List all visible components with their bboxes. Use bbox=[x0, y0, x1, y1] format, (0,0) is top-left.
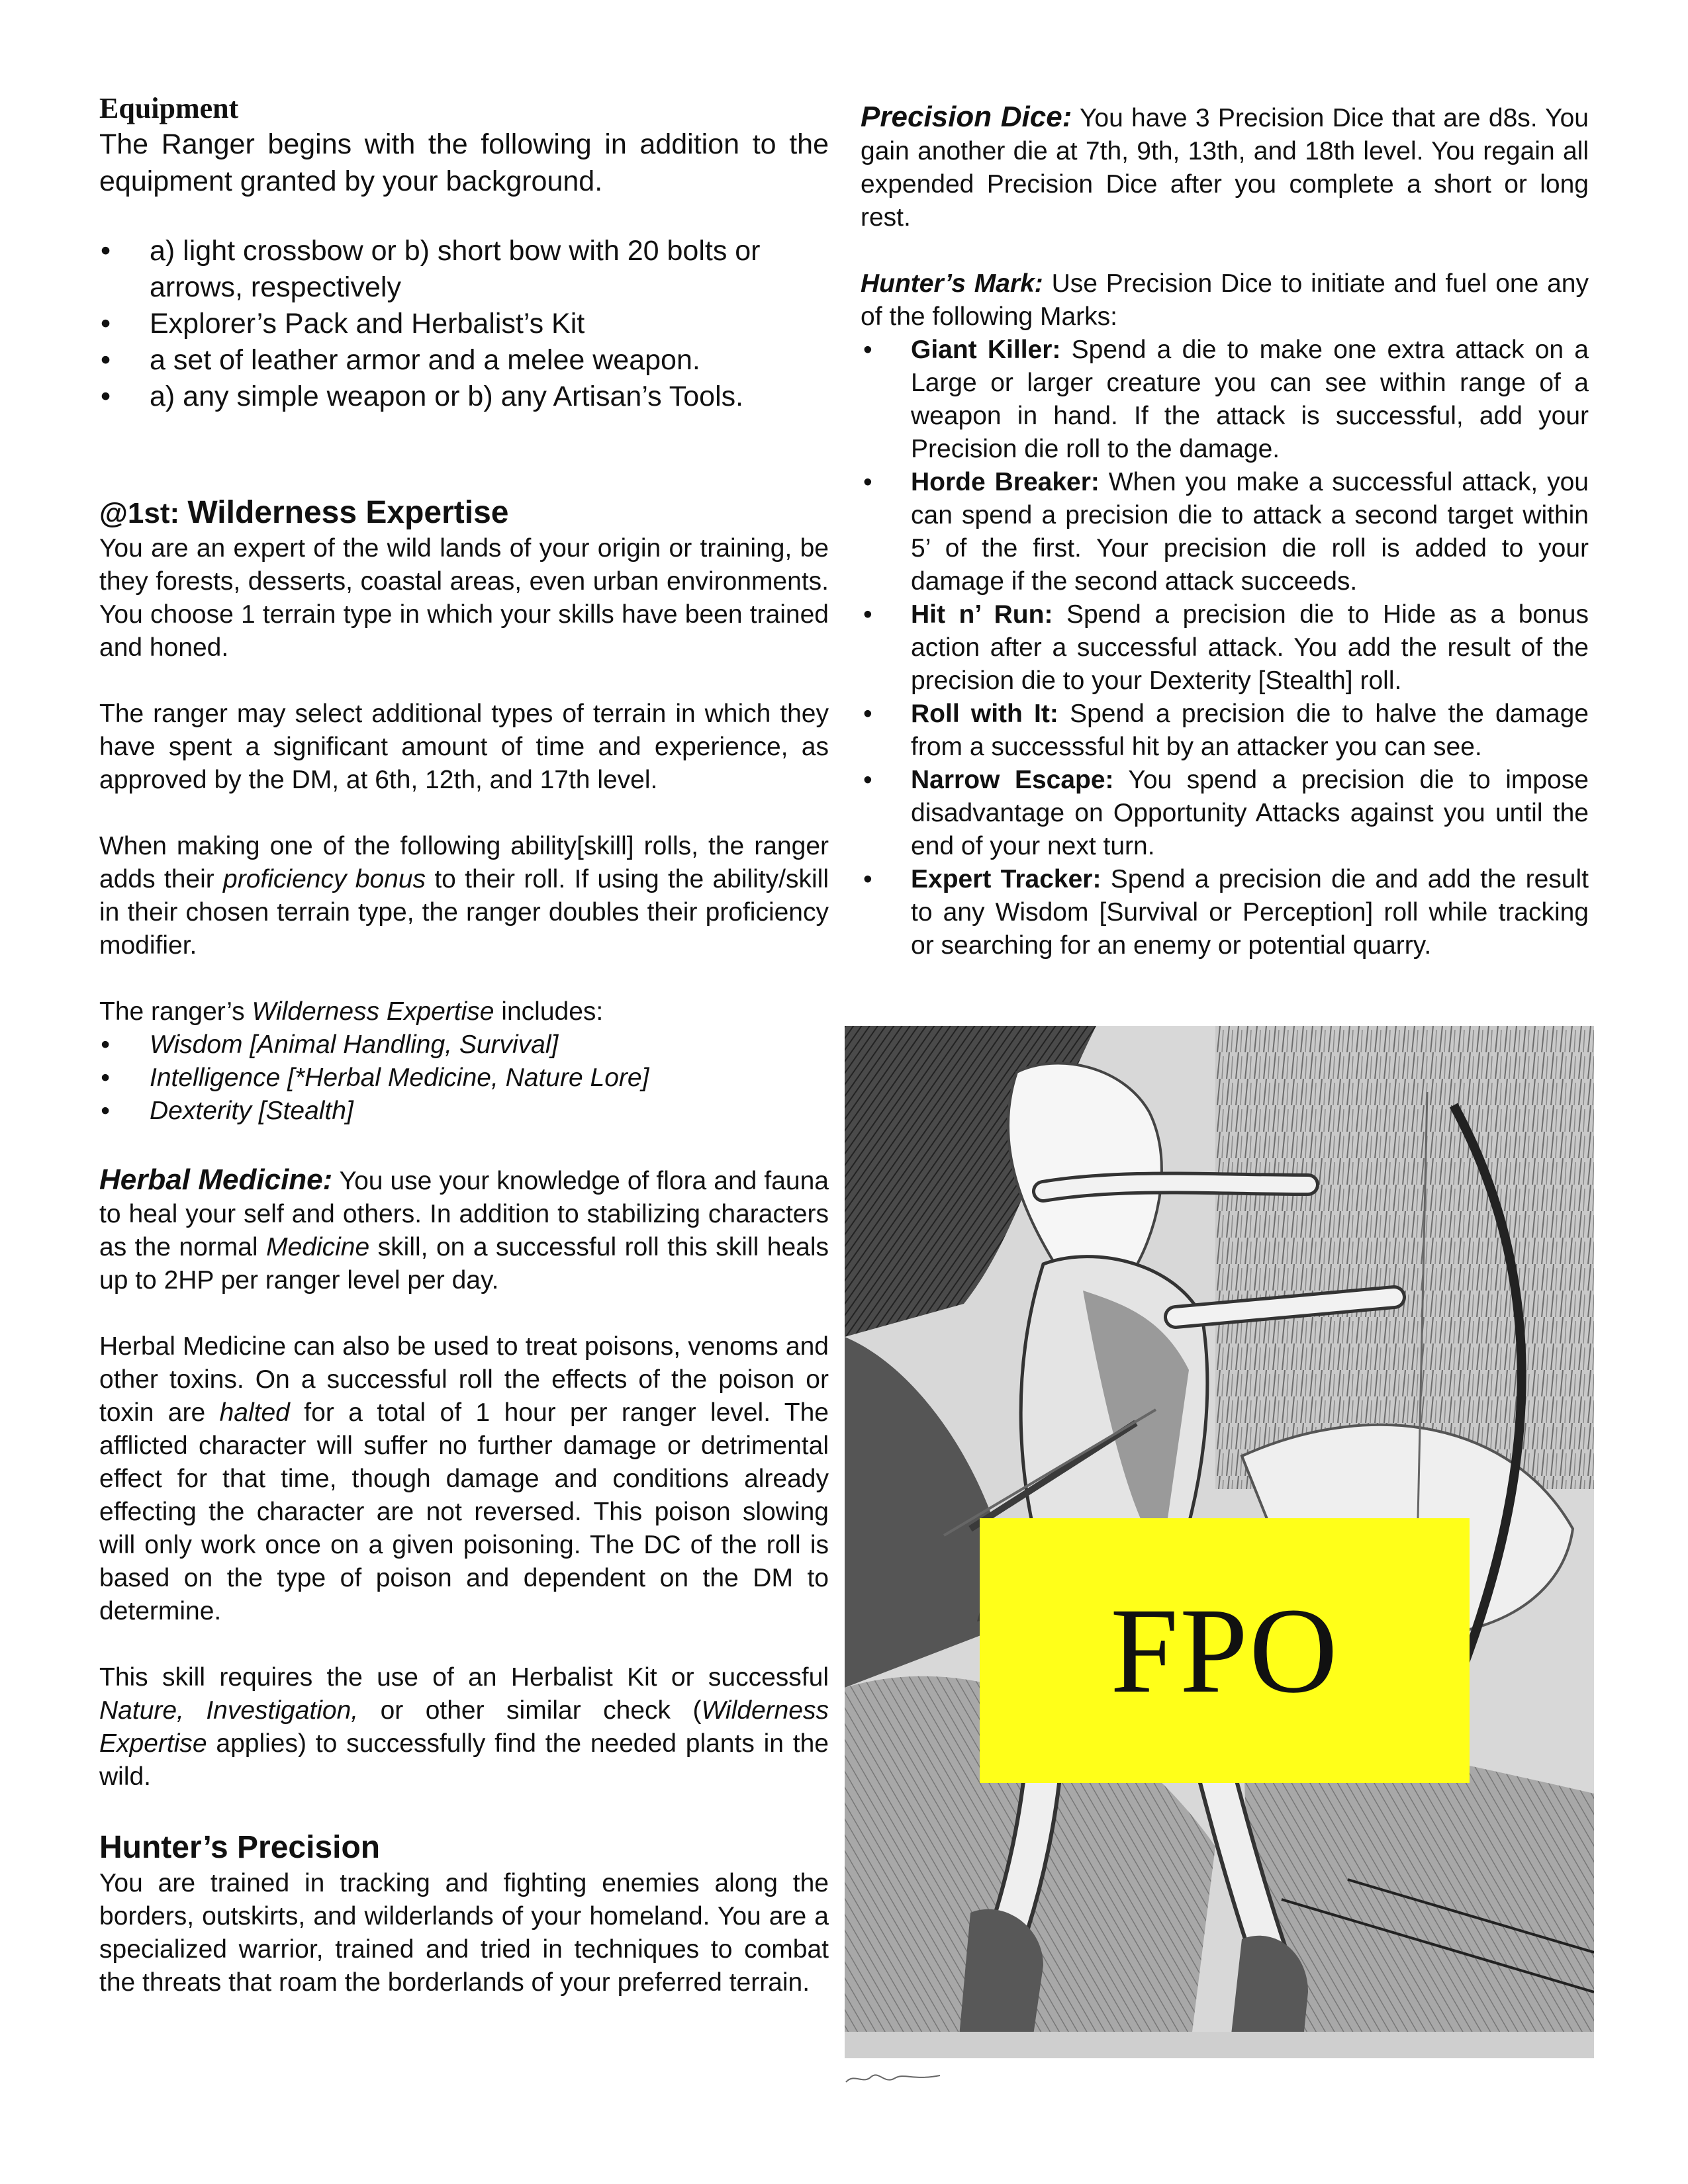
wilderness-paragraph-3: When making one of the following ability[skill] rolls, the ranger adds their proficiency bonus to their roll. If using the ability/skill in their chosen terrain type, the ranger doubles their proficiency modifier. bbox=[99, 832, 829, 960]
mark-item-horde-breaker: • Horde Breaker: When you make a successful attack, you can spend a precision die to attack a second target within 5’ of the first. Your precision die roll is added to your damage if the second attack succeeds. bbox=[861, 466, 1589, 598]
herbal-paragraph-2: Herbal Medicine can also be used to treat poisons, venoms and other toxins. On a successful roll the effects of the poison or toxin are halted for a total of 1 hour per ranger level. The afflicted character will suffer no further damage or detrimental effect for that time, though damage and conditions already effecting the character are not reversed. This poison slowing will only work once on a given poisoning. The DC of the roll is based on the type of poison and dependent on the DM to determine. bbox=[99, 1332, 829, 1625]
wilderness-title: Wilderness Expertise bbox=[187, 495, 509, 530]
herbal-paragraph-3: This skill requires the use of an Herbalist Kit or successful Nature, Investigation, or other similar check (Wilderness Expertise applies) to successfully find the needed plants in the wild. bbox=[99, 1663, 829, 1791]
mark-item-giant-killer: • Giant Killer: Spend a die to make one extra attack on a Large or larger creature you can see within range of a weapon in hand. If the attack is successful, add your Precision die roll to the damage. bbox=[861, 334, 1589, 466]
precision-dice-lead: Precision Dice: bbox=[861, 101, 1072, 133]
equipment-item: • a set of leather armor and a melee weapon. bbox=[99, 342, 829, 379]
equipment-item: • a) light crossbow or b) short bow with 20 bolts or arrows, respectively bbox=[99, 233, 829, 306]
wilderness-skill-list bbox=[99, 1028, 829, 1128]
hunters-precision-heading: Hunter’s Precision bbox=[99, 1830, 381, 1865]
precision-dice-paragraph: Precision Dice: You have 3 Precision Dice that are d8s. You gain another die at 7th, 9th, 13th, and 18th level. You regain all expended Precision Dice after you complete a short or long rest. bbox=[861, 101, 1589, 232]
fpo-placeholder bbox=[980, 1518, 1470, 1783]
artist-signature bbox=[841, 2065, 947, 2091]
wilderness-heading bbox=[99, 494, 829, 532]
mark-item-expert-tracker: • Expert Tracker: Spend a precision die and add the result to any Wisdom [Survival or Perception] roll while tracking or searching for an enemy or potential quarry. bbox=[861, 863, 1589, 962]
mark-item-narrow-escape: • Narrow Escape: You spend a precision die to impose disadvantage on Opportunity Attacks against you until the end of your next turn. bbox=[861, 764, 1589, 863]
wilderness-skill-item: • Intelligence [*Herbal Medicine, Nature Lore] bbox=[99, 1062, 829, 1095]
hunters-mark-lead: Hunter’s Mark: bbox=[861, 269, 1043, 298]
left-column bbox=[99, 91, 829, 1999]
equipment-intro: The Ranger begins with the following in addition to the equipment granted by your background. bbox=[99, 128, 829, 197]
mark-item-roll-with-it: • Roll with It: Spend a precision die to halve the damage from a successsful hit by an attacker you can see. bbox=[861, 698, 1589, 764]
wilderness-paragraph-2: The ranger may select additional types of terrain in which they have spent a significant amount of time and experience, as approved by the DM, at 6th, 12th, and 17th level. bbox=[99, 700, 829, 794]
wilderness-paragraph-1: You are an expert of the wild lands of your origin or training, be they forests, desserts, coastal areas, even urban environments. You choose 1 terrain type in which your skills have been trained and honed. bbox=[99, 534, 829, 662]
right-column bbox=[861, 101, 1589, 962]
wilderness-level: @1st: bbox=[99, 497, 180, 529]
mark-item-hit-n-run: • Hit n’ Run: Spend a precision die to Hide as a bonus action after a successful attack. You add the result of the precision die to your Dexterity [Stealth] roll. bbox=[861, 598, 1589, 698]
fpo-label: FPO bbox=[1110, 1582, 1339, 1719]
wilderness-skill-item: • Dexterity [Stealth] bbox=[99, 1095, 829, 1128]
equipment-item: • Explorer’s Pack and Herbalist’s Kit bbox=[99, 306, 829, 342]
hunters-precision-paragraph: You are trained in tracking and fighting enemies along the borders, outskirts, and wilderlands of your homeland. You are a specialized warrior, trained and tried in techniques to combat the threats that roam the borderlands of your preferred terrain. bbox=[99, 1869, 829, 1997]
equipment-heading: Equipment bbox=[99, 92, 239, 124]
wilderness-paragraph-4: The ranger’s Wilderness Expertise includes: bbox=[99, 997, 604, 1026]
equipment-item: • a) any simple weapon or b) any Artisan’s Tools. bbox=[99, 379, 829, 415]
herbal-paragraph-1: Herbal Medicine: You use your knowledge of flora and fauna to heal your self and others. In addition to stabilizing characters as the normal Medicine skill, on a successful roll this skill heals up to 2HP per ranger level per day. bbox=[99, 1163, 829, 1295]
marks-list bbox=[861, 334, 1589, 962]
wilderness-skill-item: • Wisdom [Animal Handling, Survival] bbox=[99, 1028, 829, 1062]
hunters-mark-paragraph: Hunter’s Mark: Use Precision Dice to initiate and fuel one any of the following Marks: bbox=[861, 269, 1589, 331]
equipment-list bbox=[99, 233, 829, 415]
herbal-lead: Herbal Medicine: bbox=[99, 1163, 333, 1196]
